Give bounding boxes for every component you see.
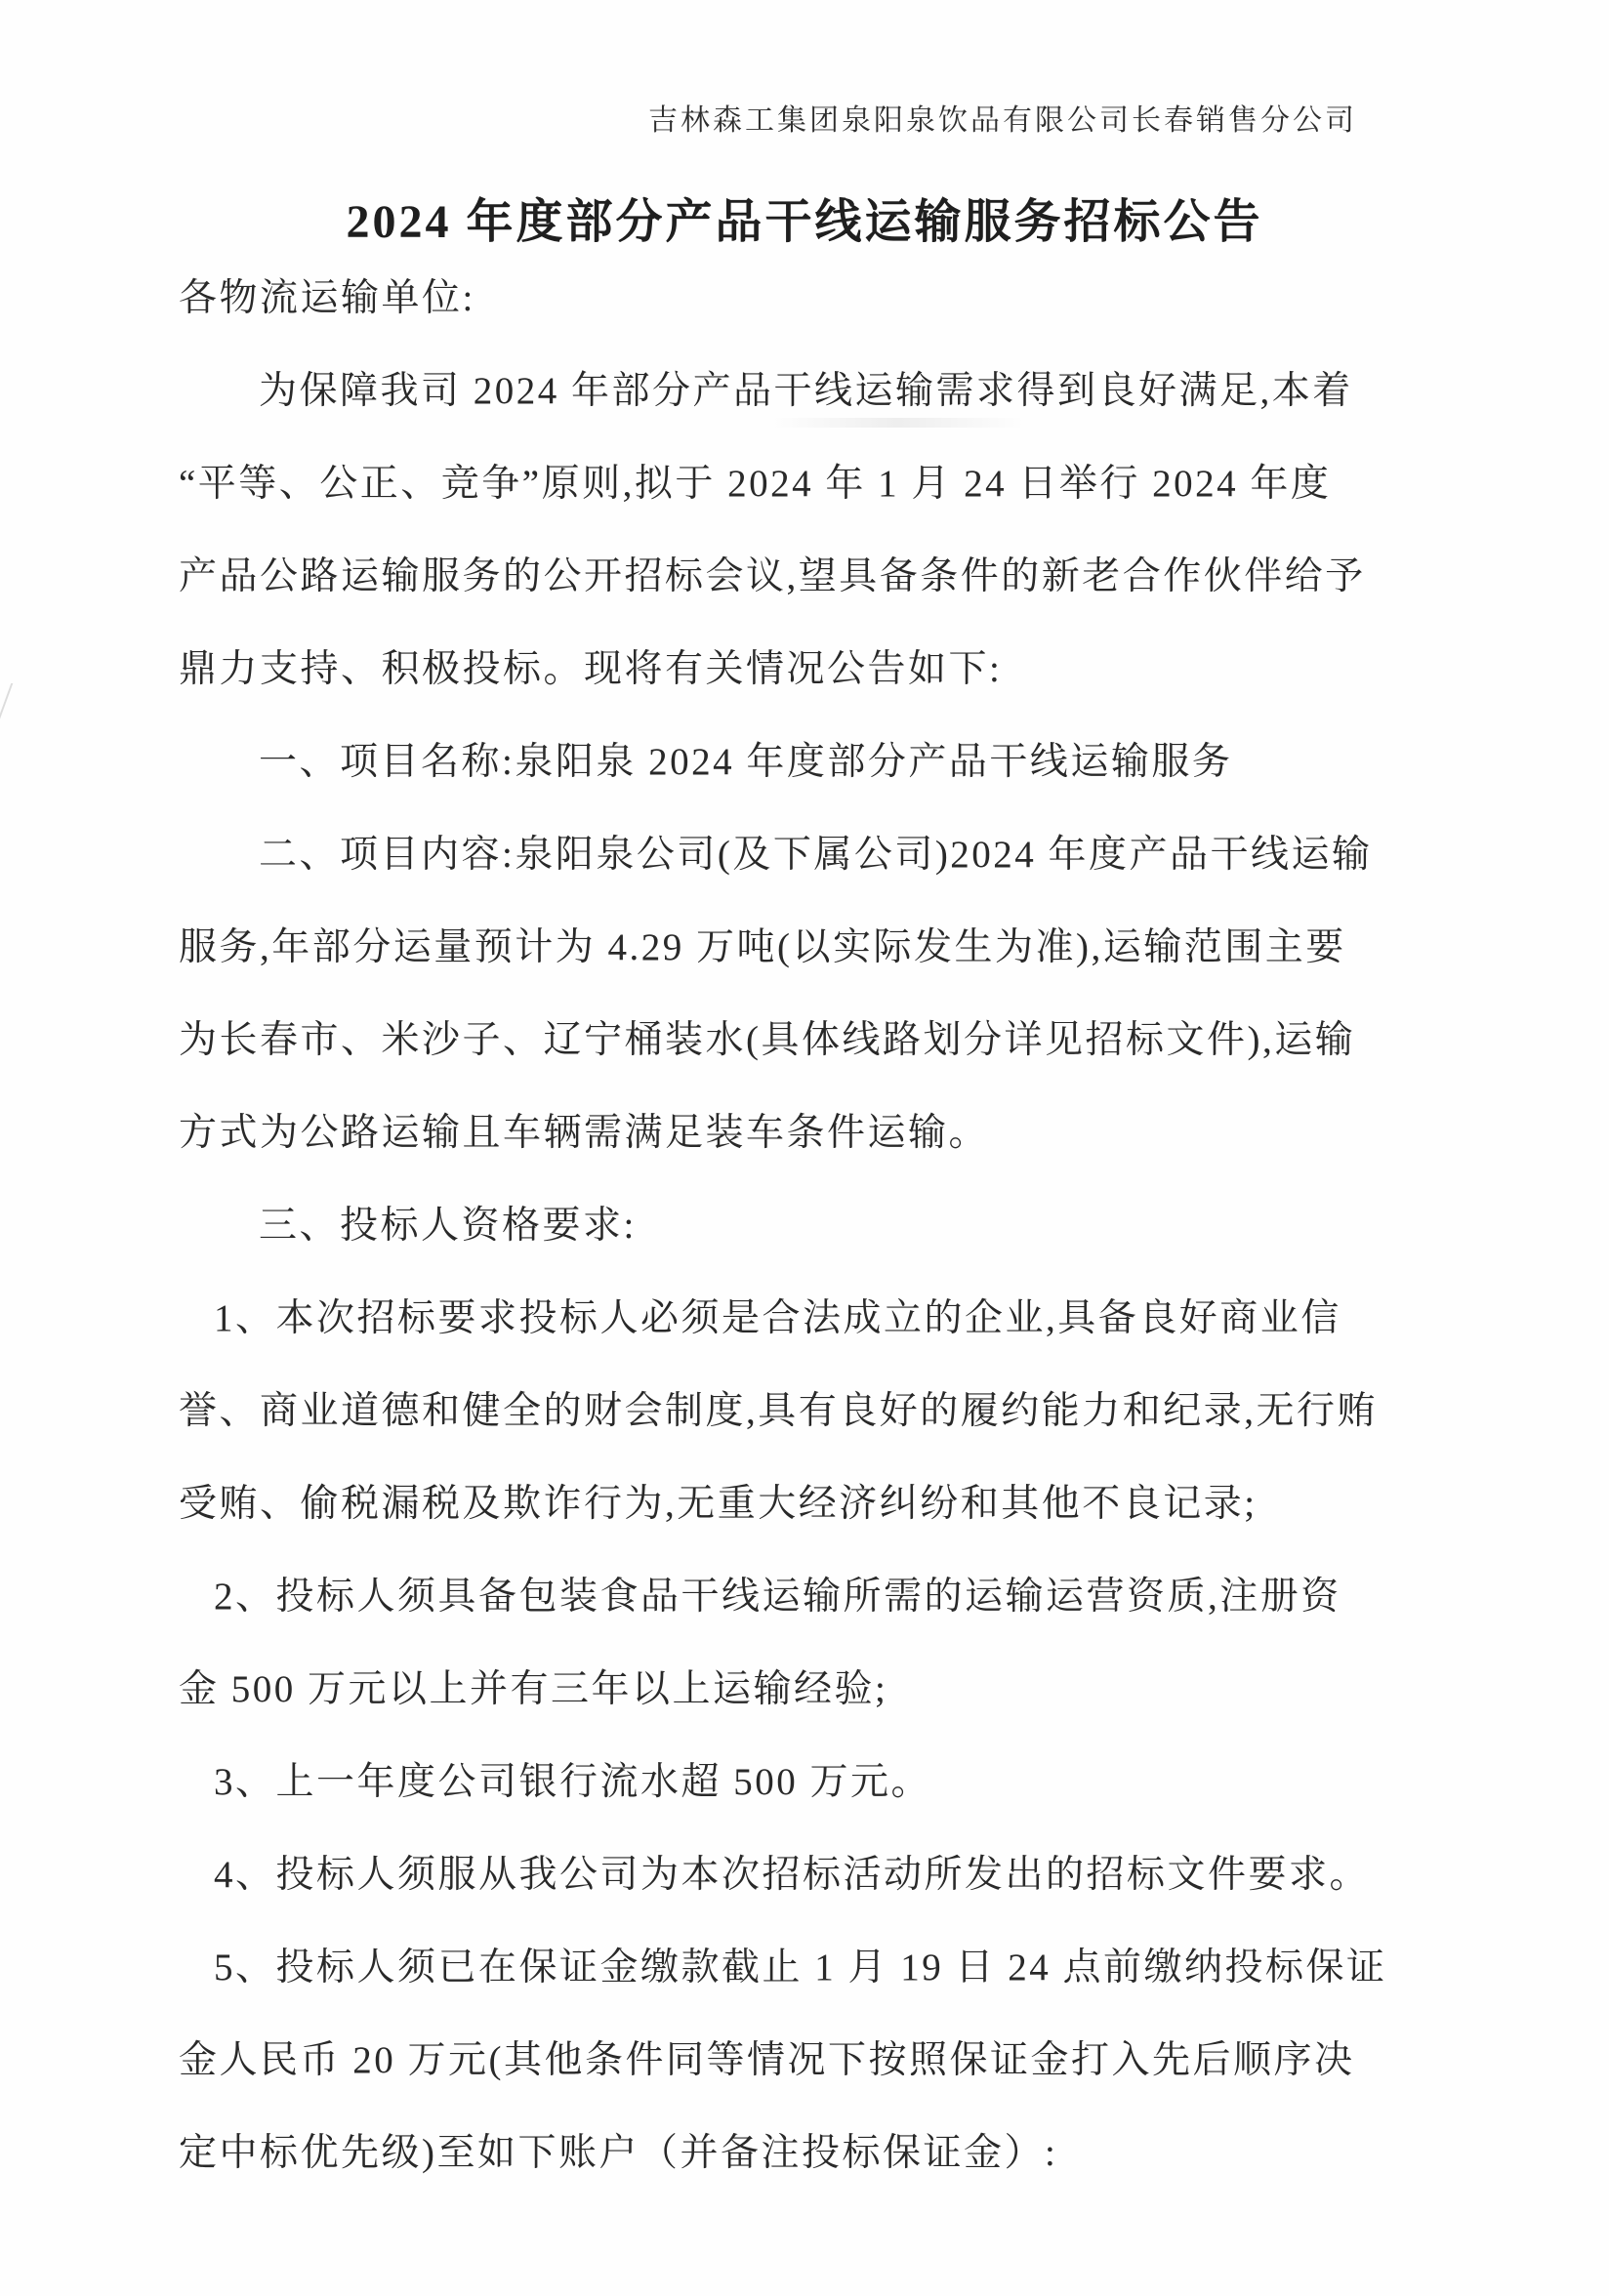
document-line: 誉、商业道德和健全的财会制度,具有良好的履约能力和纪录,无行贿: [179, 1390, 1379, 1432]
document-line: 二、项目内容:泉阳泉公司(及下属公司)2024 年度产品干线运输: [259, 834, 1373, 876]
company-header: 吉林森工集团泉阳泉饮品有限公司长春销售分公司: [648, 104, 1357, 137]
document-line: 金人民币 20 万元(其他条件同等情况下按照保证金打入先后顺序决: [179, 2039, 1355, 2081]
page-title: 2024 年度部分产品干线运输服务招标公告: [346, 196, 1263, 248]
document-body: [179, 252, 1401, 2199]
document-line: 三、投标人资格要求:: [259, 1205, 637, 1247]
document-line: 5、投标人须已在保证金缴款截止 1 月 19 日 24 点前缴纳投标保证: [214, 1947, 1387, 1988]
document-line: “平等、公正、竞争”原则,拟于 2024 年 1 月 24 日举行 2024 年度: [179, 463, 1332, 505]
document-line: 各物流运输单位:: [179, 277, 475, 319]
document-line: 一、项目名称:泉阳泉 2024 年度部分产品干线运输服务: [259, 741, 1233, 783]
document-line: 为长春市、米沙子、辽宁桶装水(具体线路划分详见招标文件),运输: [179, 1019, 1356, 1061]
scan-artifact: [0, 683, 22, 722]
document-line: 4、投标人须服从我公司为本次招标活动所发出的招标文件要求。: [214, 1854, 1371, 1896]
document-line: 方式为公路运输且车辆需满足装车条件运输。: [179, 1112, 990, 1154]
document-line: 定中标优先级)至如下账户（并备注投标保证金）:: [179, 2132, 1058, 2174]
document-line: 为保障我司 2024 年部分产品干线运输需求得到良好满足,本着: [259, 370, 1353, 412]
scan-smudge: [771, 418, 1025, 428]
document-line: 3、上一年度公司银行流水超 500 万元。: [214, 1761, 932, 1803]
document-line: 1、本次招标要求投标人必须是合法成立的企业,具备良好商业信: [214, 1297, 1341, 1339]
document-line: 服务,年部分运量预计为 4.29 万吨(以实际发生为准),运输范围主要: [179, 926, 1346, 968]
document-line: 产品公路运输服务的公开招标会议,望具备条件的新老合作伙伴给予: [179, 555, 1366, 597]
document-line: 2、投标人须具备包装食品干线运输所需的运输运营资质,注册资: [214, 1576, 1341, 1618]
document-line: 受贿、偷税漏税及欺诈行为,无重大经济纠纷和其他不良记录;: [179, 1483, 1258, 1525]
document-line: 金 500 万元以上并有三年以上运输经验;: [179, 1668, 888, 1710]
document-line: 鼎力支持、积极投标。现将有关情况公告如下:: [179, 648, 1003, 690]
